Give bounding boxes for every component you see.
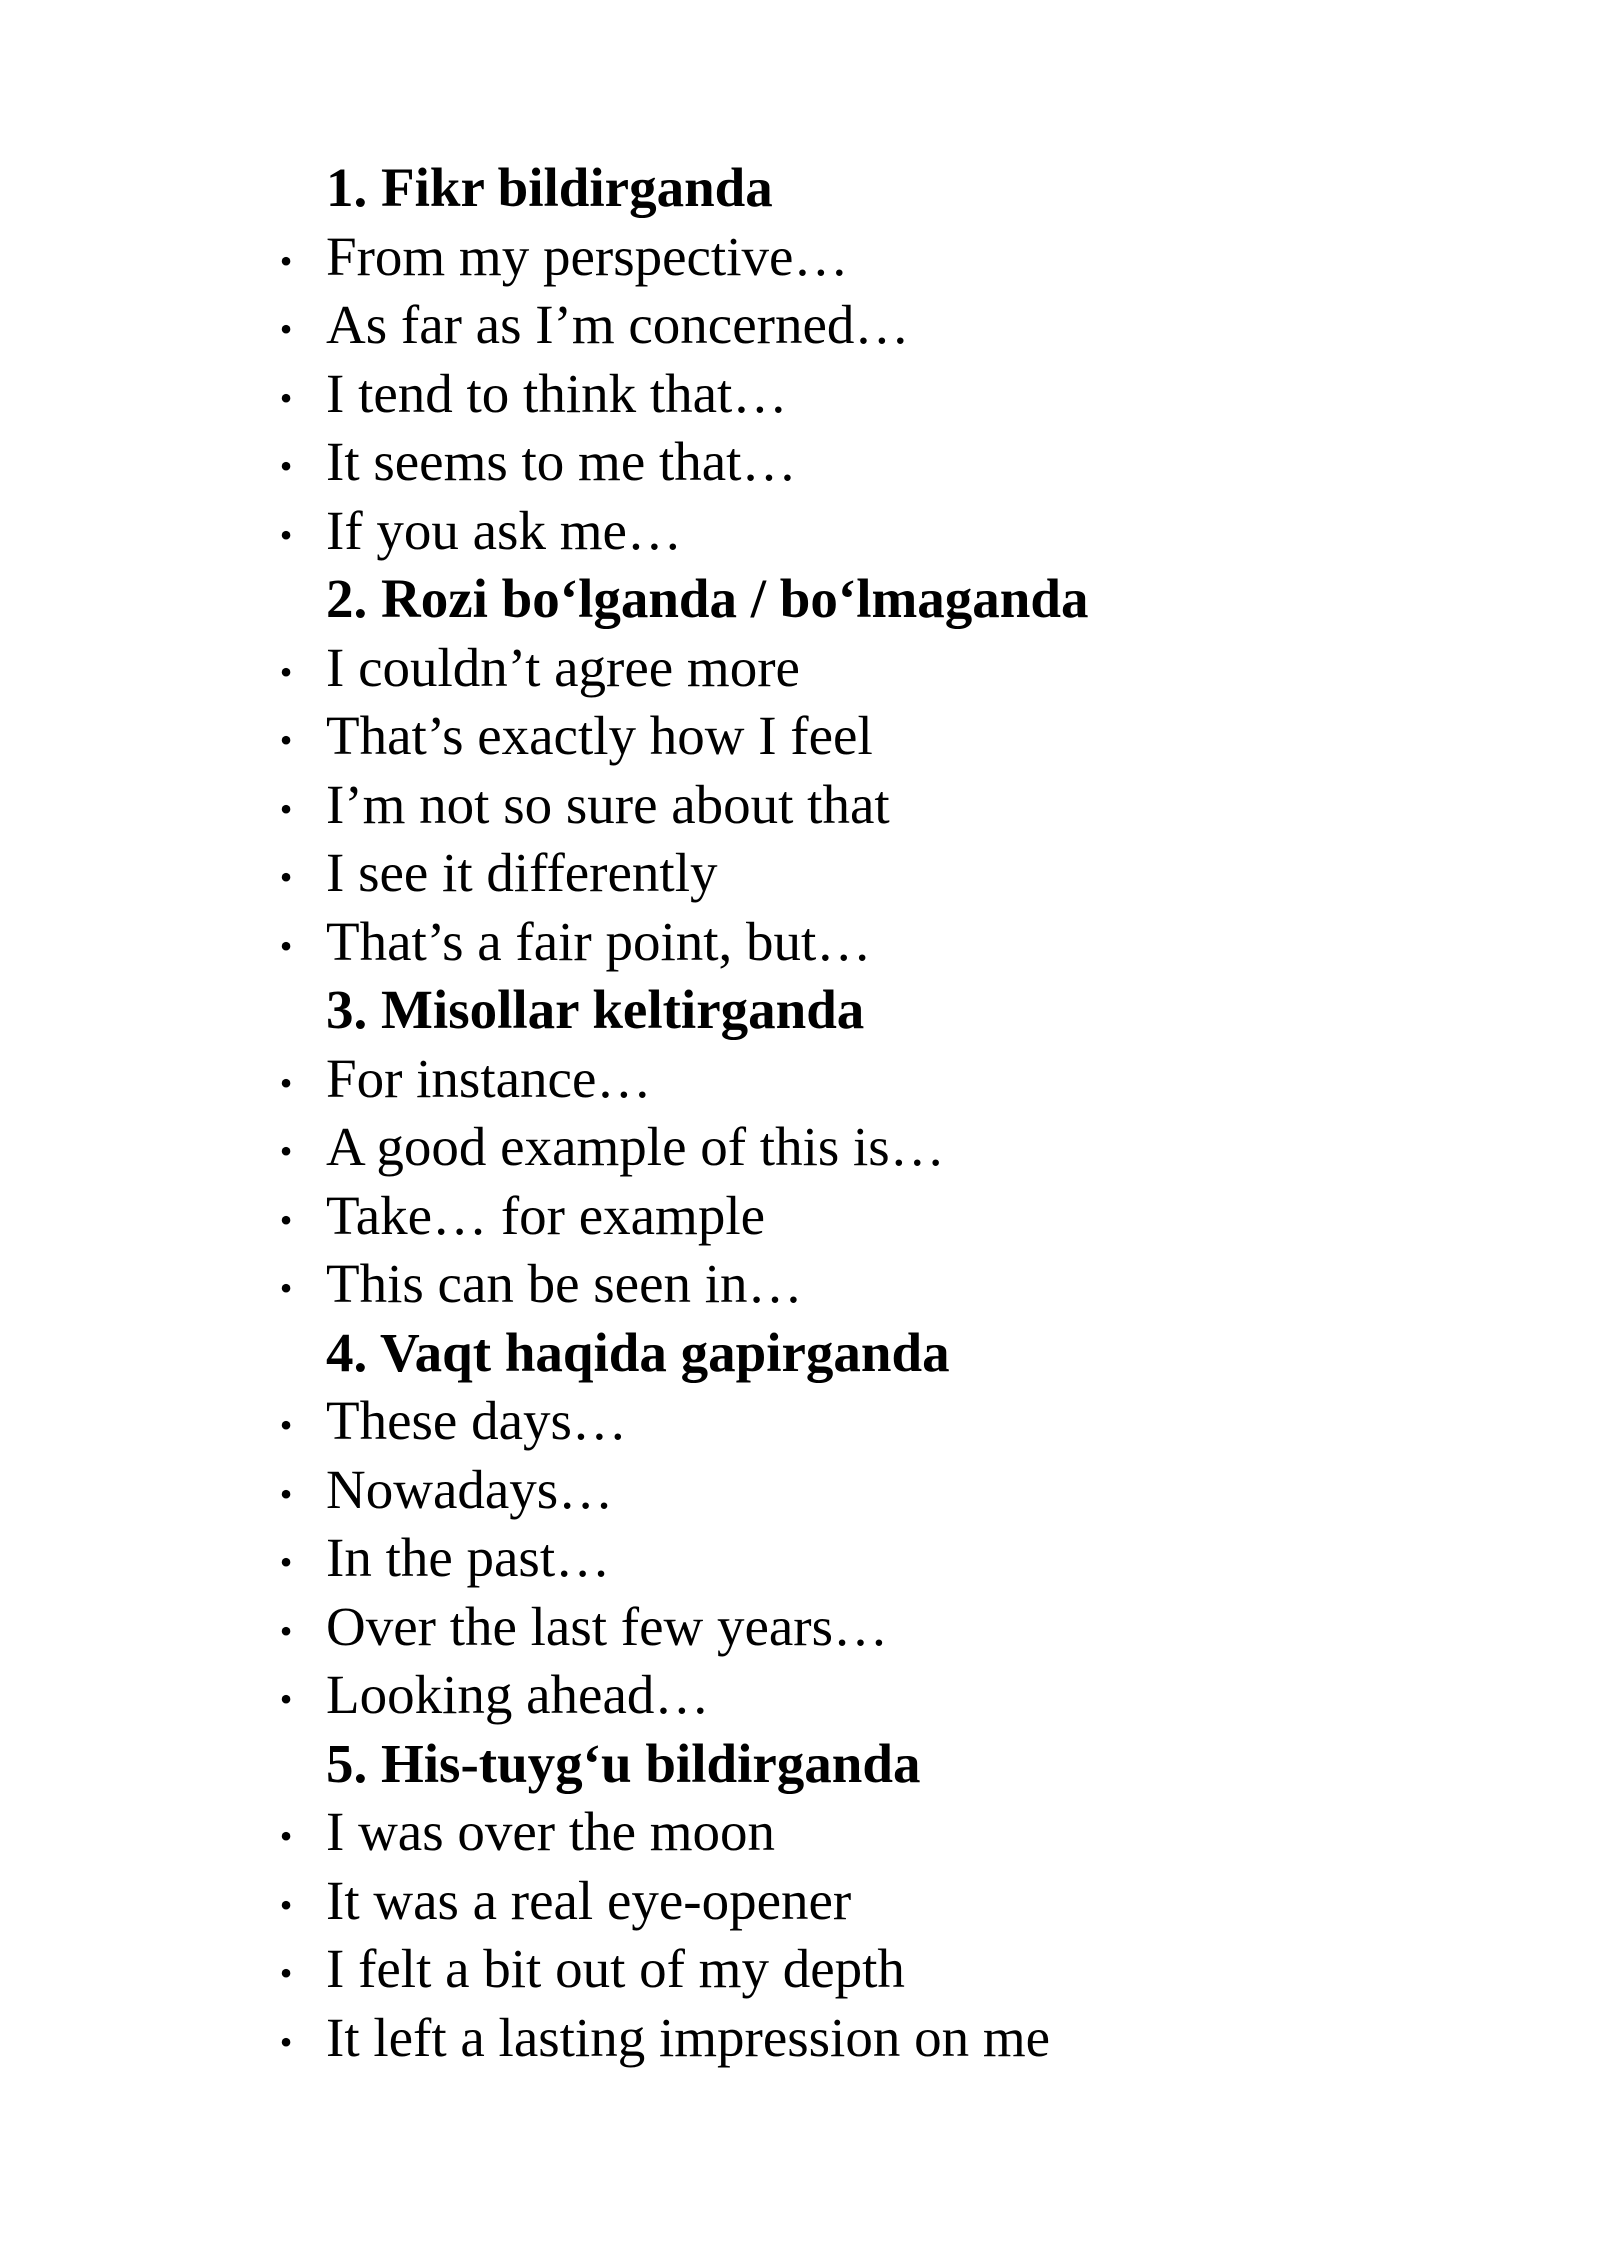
list-item xyxy=(0,223,1600,292)
bullet-icon: • xyxy=(279,1610,293,1651)
phrase-list-feelings xyxy=(0,1798,1600,2072)
bullet-icon: • xyxy=(279,720,293,760)
bullet-icon: • xyxy=(279,1953,293,1993)
section-heading-examples: 3. Misollar keltirganda xyxy=(326,979,865,1040)
phrase-text: I couldn’t agree more xyxy=(326,636,800,698)
phrase-text: That’s exactly how I feel xyxy=(326,705,873,766)
phrase-text: Take… for example xyxy=(326,1184,766,1246)
phrase-text: As far as I’m concerned… xyxy=(326,294,910,355)
list-item xyxy=(0,291,1600,360)
phrase-text: It seems to me that… xyxy=(326,431,797,492)
bullet-icon: • xyxy=(279,857,293,897)
phrase-text: It left a lasting impression on me xyxy=(326,2006,1051,2068)
bullet-icon: • xyxy=(279,925,293,966)
list-item xyxy=(0,1045,1600,1114)
list-item xyxy=(0,1113,1600,1182)
bullet-icon: • xyxy=(279,514,293,555)
list-item xyxy=(0,1182,1600,1251)
bullet-icon: • xyxy=(279,446,293,486)
phrase-text: This can be seen in… xyxy=(326,1253,803,1314)
phrase-list-time xyxy=(0,1387,1600,1730)
phrase-text: I’m not so sure about that xyxy=(326,773,890,835)
phrase-text: A good example of this is… xyxy=(326,1116,945,1177)
phrase-text: Nowadays… xyxy=(326,1458,614,1520)
bullet-icon: • xyxy=(279,240,293,281)
list-item xyxy=(0,1593,1600,1662)
phrase-text: I see it differently xyxy=(326,842,718,903)
bullet-icon: • xyxy=(279,1884,293,1925)
bullet-icon: • xyxy=(279,2021,293,2062)
section-heading-opinion: 1. Fikr bildirganda xyxy=(326,157,773,218)
bullet-icon: • xyxy=(279,1062,293,1103)
bullet-icon: • xyxy=(279,788,293,829)
list-item xyxy=(0,634,1600,703)
list-item xyxy=(0,1798,1600,1867)
list-item xyxy=(0,428,1600,497)
phrase-text: I was over the moon xyxy=(326,1801,776,1862)
list-item xyxy=(0,908,1600,977)
phrase-text: I tend to think that… xyxy=(326,362,788,424)
section-heading-time: 4. Vaqt haqida gapirganda xyxy=(326,1321,950,1383)
phrase-text: It was a real eye-opener xyxy=(326,1869,852,1931)
bullet-icon: • xyxy=(279,1199,293,1240)
phrase-text: Looking ahead… xyxy=(326,1664,710,1725)
list-item xyxy=(0,839,1600,908)
list-item xyxy=(0,360,1600,429)
list-item xyxy=(0,1456,1600,1525)
list-item xyxy=(0,771,1600,840)
bullet-icon: • xyxy=(279,1473,293,1514)
phrase-text: These days… xyxy=(326,1390,627,1451)
bullet-icon: • xyxy=(279,1542,293,1582)
bullet-icon: • xyxy=(279,377,293,418)
list-item xyxy=(0,497,1600,566)
bullet-icon: • xyxy=(279,1679,293,1719)
phrase-text: I felt a bit out of my depth xyxy=(326,1938,905,1999)
list-item xyxy=(0,1661,1600,1730)
bullet-icon: • xyxy=(279,1268,293,1308)
section-heading-feelings: 5. His-tuyg‘u bildirganda xyxy=(326,1732,921,1794)
list-item xyxy=(0,1250,1600,1319)
phrase-list-examples xyxy=(0,1045,1600,1319)
bullet-icon: • xyxy=(279,651,293,692)
bullet-icon: • xyxy=(279,309,293,349)
bullet-icon: • xyxy=(279,1131,293,1171)
bullet-icon: • xyxy=(279,1405,293,1445)
phrase-list-document xyxy=(0,154,1600,2072)
phrase-text: For instance… xyxy=(326,1047,652,1109)
list-item xyxy=(0,2004,1600,2073)
phrase-text: That’s a fair point, but… xyxy=(326,910,872,972)
phrase-text: Over the last few years… xyxy=(326,1595,889,1657)
list-item xyxy=(0,1935,1600,2004)
phrase-text: If you ask me… xyxy=(326,499,682,561)
list-item xyxy=(0,1867,1600,1936)
phrase-text: From my perspective… xyxy=(326,225,849,287)
bullet-icon: • xyxy=(279,1816,293,1856)
section-heading-agreement: 2. Rozi bo‘lganda / bo‘lmaganda xyxy=(326,568,1089,629)
list-item xyxy=(0,1524,1600,1593)
phrase-text: In the past… xyxy=(326,1527,611,1588)
list-item xyxy=(0,702,1600,771)
list-item xyxy=(0,1387,1600,1456)
phrase-list-agreement xyxy=(0,634,1600,977)
phrase-list-opinion xyxy=(0,223,1600,566)
